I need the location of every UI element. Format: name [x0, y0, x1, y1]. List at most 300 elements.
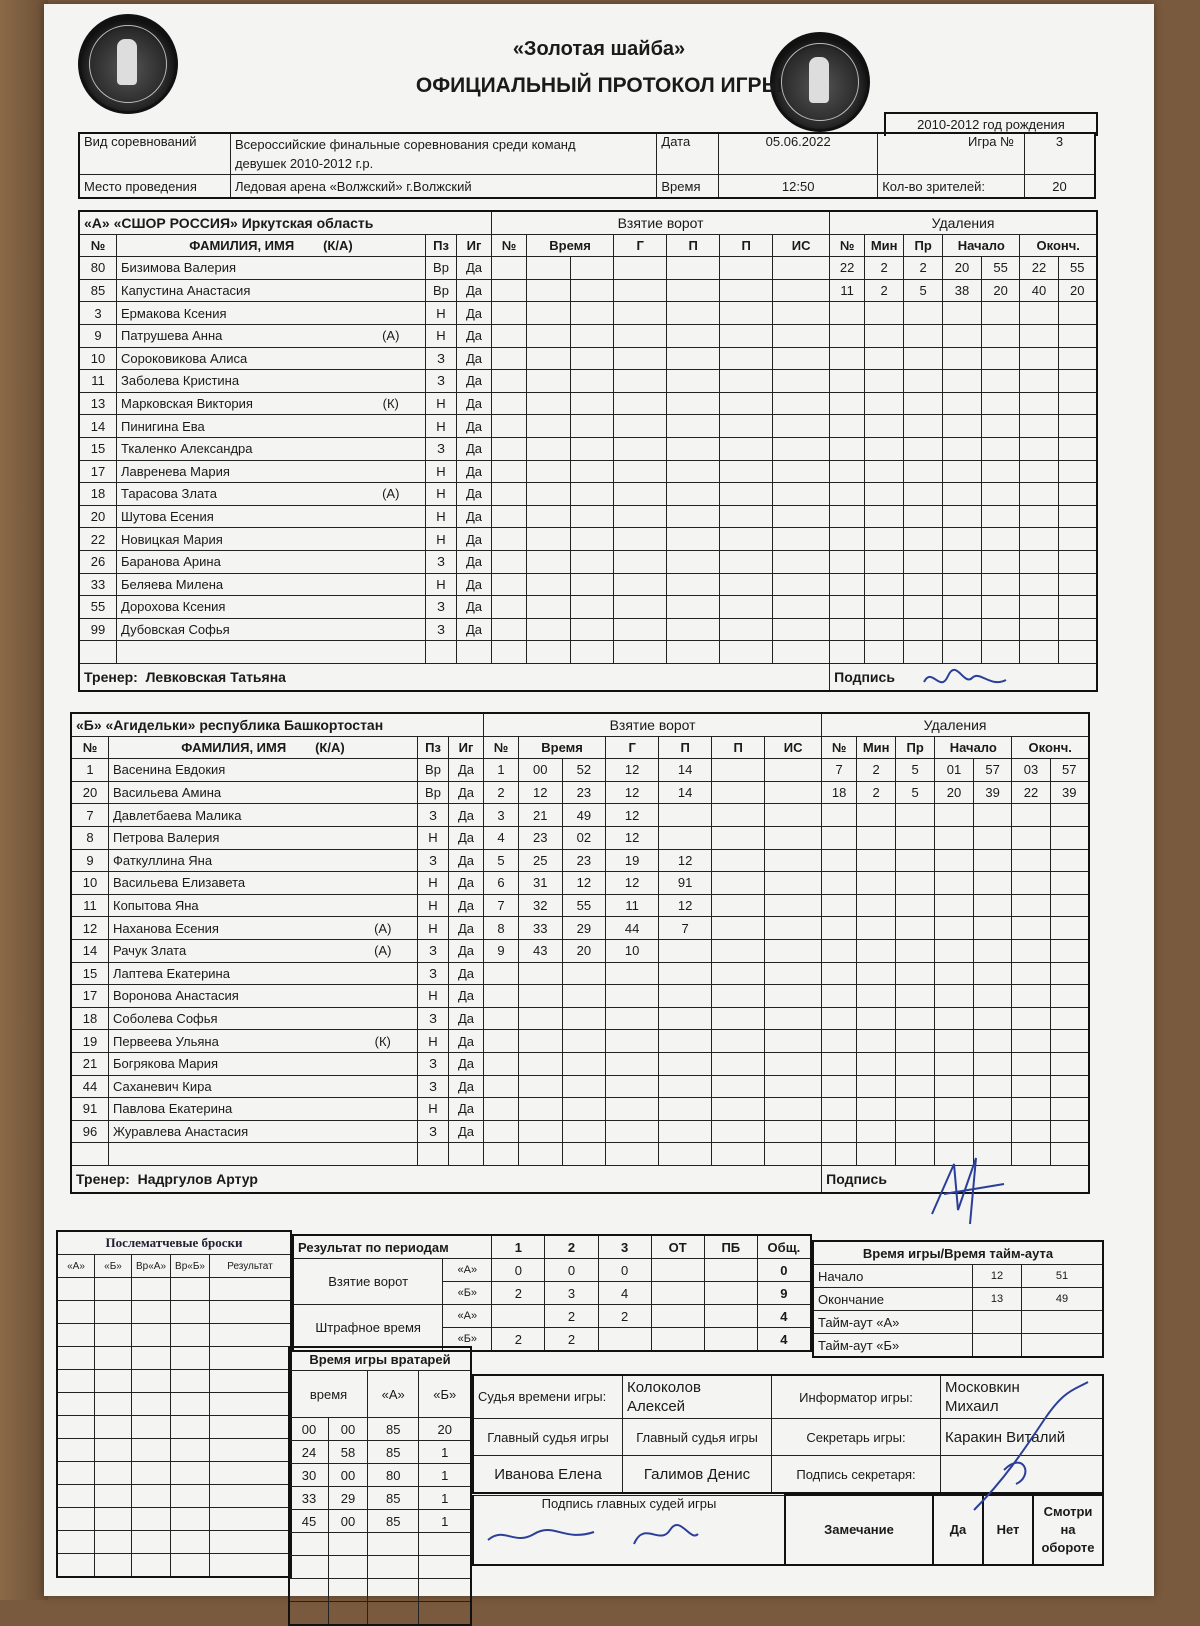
- secretary-signature: [964, 1380, 1104, 1520]
- shootout-row: [57, 1324, 291, 1347]
- penalty-minutes: 2: [865, 279, 904, 302]
- player-plays: Да: [449, 1007, 484, 1030]
- period-team-tag: «А»: [443, 1305, 492, 1328]
- start-hour: 12: [973, 1265, 1022, 1288]
- end-minute: 49: [1022, 1288, 1104, 1311]
- player-plays: Да: [457, 324, 492, 347]
- team-a-row: [79, 324, 1097, 347]
- team-b-row: [71, 962, 1089, 985]
- player-role: [357, 437, 426, 460]
- period-team-tag: «Б»: [443, 1282, 492, 1305]
- col-plays: Иг: [449, 736, 484, 759]
- timeout-a-label: Тайм-аут «А»: [813, 1311, 973, 1334]
- period-value: 0: [545, 1259, 598, 1282]
- goalie-col-time: время: [289, 1371, 368, 1418]
- col-pen-num: №: [830, 234, 865, 257]
- team-b-row: [71, 1075, 1089, 1098]
- player-name: Первеева Ульяна: [109, 1030, 349, 1053]
- col-pen-pr: Пр: [904, 234, 943, 257]
- goalie-row: [289, 1487, 471, 1510]
- period-value: [704, 1328, 757, 1352]
- col-pos: Пз: [426, 234, 457, 257]
- player-role: [349, 872, 418, 895]
- penalty-start-min: 20: [935, 781, 974, 804]
- player-plays: Да: [449, 826, 484, 849]
- player-plays: Да: [457, 528, 492, 551]
- team-a-penalties-title: Удаления: [830, 211, 1097, 234]
- periods-table: [292, 1234, 812, 1352]
- player-number: 15: [79, 437, 117, 460]
- period-value: 2: [492, 1328, 545, 1352]
- penalty-start-sec: 57: [973, 759, 1012, 782]
- col-goal-is: ИС: [773, 234, 830, 257]
- player-plays: Да: [449, 985, 484, 1008]
- player-role: [357, 596, 426, 619]
- player-plays: Да: [449, 759, 484, 782]
- player-name: Ткаленко Александра: [117, 437, 357, 460]
- player-number: 44: [71, 1075, 109, 1098]
- team-a-row: [79, 415, 1097, 438]
- penalty-player: 22: [830, 257, 865, 280]
- birth-years: 2010-2012 год рождения: [884, 112, 1098, 136]
- goal-number: 1: [484, 759, 519, 782]
- goal-number: 5: [484, 849, 519, 872]
- col-goal-time: Время: [527, 234, 614, 257]
- player-name: Рачук Злата: [109, 939, 349, 962]
- penalty-minutes: 2: [857, 781, 896, 804]
- player-role: [349, 826, 418, 849]
- penalty-end-min: 03: [1012, 759, 1050, 782]
- team-a-row: [79, 483, 1097, 506]
- player-role: (А): [349, 939, 418, 962]
- team-a-row: [79, 370, 1097, 393]
- player-position: Н: [418, 917, 449, 940]
- player-number: 17: [71, 985, 109, 1008]
- goalie-minute: 24: [289, 1441, 329, 1464]
- see-back-note: Смотри на обороте: [1033, 1495, 1103, 1565]
- goal-assist-2: [712, 917, 765, 940]
- player-position: Н: [418, 894, 449, 917]
- shootout-row: [57, 1531, 291, 1554]
- player-plays: Да: [457, 618, 492, 641]
- player-name: Сороковикова Алиса: [117, 347, 357, 370]
- player-position: Н: [426, 302, 457, 325]
- shootout-col-result: Результат: [209, 1255, 291, 1278]
- goal-assist-1: 7: [659, 917, 712, 940]
- penalty-start-sec: 55: [981, 257, 1020, 280]
- player-number: 14: [71, 939, 109, 962]
- period-pb-header: ПБ: [704, 1235, 757, 1259]
- period-team-tag: «Б»: [443, 1328, 492, 1352]
- team-b-row: [71, 985, 1089, 1008]
- player-role: [349, 962, 418, 985]
- period-value: 4: [757, 1305, 811, 1328]
- goalie-second: 29: [329, 1487, 368, 1510]
- player-position: Н: [418, 826, 449, 849]
- remark-yes: Да: [933, 1495, 983, 1565]
- player-position: З: [418, 962, 449, 985]
- team-a-row: [79, 528, 1097, 551]
- shootout-col-gk-b: Вр«Б»: [171, 1255, 210, 1278]
- title-top: «Золотая шайба»: [512, 38, 686, 60]
- team-a-row: [79, 392, 1097, 415]
- goal-second: 23: [562, 849, 606, 872]
- shootout-col-gk-a: Вр«А»: [132, 1255, 171, 1278]
- player-position: З: [426, 550, 457, 573]
- chief-judge-1: Иванова Елена: [473, 1456, 623, 1494]
- player-number: 26: [79, 550, 117, 573]
- col-pen-num: №: [822, 736, 857, 759]
- period-value: [704, 1305, 757, 1328]
- shootout-row: [57, 1347, 291, 1370]
- col-pen-start: Начало: [935, 736, 1012, 759]
- chief-judge-label-1: Главный судья игры: [473, 1419, 623, 1456]
- player-number: 91: [71, 1098, 109, 1121]
- penalty-minutes: 2: [865, 257, 904, 280]
- end-hour: 13: [973, 1288, 1022, 1311]
- shootout-col-a: «А»: [57, 1255, 95, 1278]
- period-value: 0: [492, 1259, 545, 1282]
- goal-assist-1: 91: [659, 872, 712, 895]
- player-number: 33: [79, 573, 117, 596]
- player-position: З: [426, 370, 457, 393]
- goal-scorer: 12: [606, 759, 659, 782]
- coach-a-signature: [920, 664, 1010, 694]
- chief-judge-label-2: Главный судья игры: [623, 1419, 772, 1456]
- period-value: 3: [545, 1282, 598, 1305]
- player-plays: Да: [449, 917, 484, 940]
- goal-scorer: 12: [606, 826, 659, 849]
- penalty-player: 7: [822, 759, 857, 782]
- period-1-header: 1: [492, 1235, 545, 1259]
- col-goal-g: Г: [606, 736, 659, 759]
- shootout-row: [57, 1278, 291, 1301]
- team-b-sign-label: Подпись: [822, 1165, 1089, 1193]
- player-plays: Да: [457, 415, 492, 438]
- game-label: Игра №: [878, 133, 1025, 175]
- player-role: [357, 415, 426, 438]
- player-number: 55: [79, 596, 117, 619]
- player-position: З: [418, 1007, 449, 1030]
- goal-situation: [765, 894, 822, 917]
- secretary-sign-label: Подпись секретаря:: [772, 1456, 941, 1494]
- penalty-end-sec: 57: [1050, 759, 1089, 782]
- team-a-row: [79, 573, 1097, 596]
- goal-assist-2: [712, 759, 765, 782]
- player-role: (А): [349, 917, 418, 940]
- goalie-minute: 30: [289, 1464, 329, 1487]
- player-position: Н: [418, 872, 449, 895]
- goal-number: 3: [484, 804, 519, 827]
- team-a-row: [79, 641, 1097, 664]
- team-b-title: «Б» «Агидельки» республика Башкортостан: [71, 713, 484, 736]
- shootout-row: [57, 1439, 291, 1462]
- goalie-a: 85: [368, 1441, 419, 1464]
- goal-assist-2: [712, 872, 765, 895]
- player-position: З: [418, 849, 449, 872]
- secretary-value: Каракин Виталий: [941, 1419, 1104, 1456]
- player-name: Баранова Арина: [117, 550, 357, 573]
- player-position: Н: [418, 1098, 449, 1121]
- player-position: З: [426, 347, 457, 370]
- player-name: Ермакова Ксения: [117, 302, 357, 325]
- player-plays: Да: [449, 1030, 484, 1053]
- player-name: Петрова Валерия: [109, 826, 349, 849]
- col-goal-p2: П: [720, 234, 773, 257]
- team-b-row: [71, 759, 1089, 782]
- game-time-table: [812, 1240, 1104, 1358]
- team-a-row: [79, 550, 1097, 573]
- player-plays: Да: [449, 1052, 484, 1075]
- period-value: [704, 1282, 757, 1305]
- spectators-label: Кол-во зрителей:: [878, 175, 1025, 199]
- col-num: №: [79, 234, 117, 257]
- team-b-row: [71, 872, 1089, 895]
- player-number: 18: [79, 483, 117, 506]
- goalie-col-a: «А»: [368, 1371, 419, 1418]
- goal-minute: 25: [519, 849, 563, 872]
- player-name: Дубовская Софья: [117, 618, 357, 641]
- player-name: Пинигина Ева: [117, 415, 357, 438]
- goalie-a: 85: [368, 1487, 419, 1510]
- team-a-row: [79, 437, 1097, 460]
- player-role: [349, 1075, 418, 1098]
- goal-situation: [765, 804, 822, 827]
- player-number: 80: [79, 257, 117, 280]
- player-name: Беляева Милена: [117, 573, 357, 596]
- penalty-reason: 5: [896, 781, 935, 804]
- goal-minute: 00: [519, 759, 563, 782]
- venue-label: Место проведения: [79, 175, 230, 199]
- player-position: Вр: [426, 257, 457, 280]
- timekeeper-label: Судья времени игры:: [473, 1375, 623, 1419]
- team-b-penalties-title: Удаления: [822, 713, 1089, 736]
- player-role: [357, 370, 426, 393]
- goalie-second: 00: [329, 1510, 368, 1533]
- goal-scorer: 12: [606, 872, 659, 895]
- col-goal-num: №: [484, 736, 519, 759]
- goal-assist-2: [712, 939, 765, 962]
- team-b-row: [71, 894, 1089, 917]
- goal-assist-1: [659, 939, 712, 962]
- goalie-row: [289, 1579, 471, 1602]
- goalie-second: 00: [329, 1418, 368, 1441]
- goal-situation: [765, 781, 822, 804]
- team-b-row: [71, 781, 1089, 804]
- player-position: Н: [418, 985, 449, 1008]
- col-goal-is: ИС: [765, 736, 822, 759]
- player-number: 7: [71, 804, 109, 827]
- goal-assist-2: [712, 826, 765, 849]
- player-position: З: [418, 804, 449, 827]
- goal-scorer: 10: [606, 939, 659, 962]
- goal-assist-2: [712, 804, 765, 827]
- player-role: (А): [357, 324, 426, 347]
- penalty-end-min: 22: [1020, 257, 1058, 280]
- penalty-start-min: 38: [943, 279, 982, 302]
- team-a-row: [79, 460, 1097, 483]
- player-role: [349, 894, 418, 917]
- player-number: 9: [79, 324, 117, 347]
- player-name: Новицкая Мария: [117, 528, 357, 551]
- player-name: Патрушева Анна: [117, 324, 357, 347]
- shootout-title: Послематчевые броски: [57, 1231, 291, 1255]
- goalie-a: 85: [368, 1418, 419, 1441]
- period-value: [704, 1259, 757, 1282]
- player-number: 3: [79, 302, 117, 325]
- informer-value: Московкин Михаил: [941, 1375, 1104, 1419]
- team-b-goals-title: Взятие ворот: [484, 713, 822, 736]
- goalie-minute: 33: [289, 1487, 329, 1510]
- player-name: Капустина Анастасия: [117, 279, 357, 302]
- period-value: 0: [598, 1259, 651, 1282]
- player-position: Н: [426, 415, 457, 438]
- goalie-a: 85: [368, 1510, 419, 1533]
- goalie-row: [289, 1533, 471, 1556]
- goalie-row: [289, 1556, 471, 1579]
- player-role: [349, 1007, 418, 1030]
- shootout-row: [57, 1416, 291, 1439]
- start-label: Начало: [813, 1265, 973, 1288]
- shootout-row: [57, 1301, 291, 1324]
- goalie-minute: 00: [289, 1418, 329, 1441]
- period-value: 2: [598, 1305, 651, 1328]
- goalie-row: [289, 1464, 471, 1487]
- desk-background: [0, 0, 48, 1600]
- period-value: 2: [492, 1282, 545, 1305]
- col-goal-p1: П: [667, 234, 720, 257]
- title-main: ОФИЦИАЛЬНЫЙ ПРОТОКОЛ ИГРЫ: [415, 74, 783, 97]
- player-plays: Да: [457, 483, 492, 506]
- player-number: 19: [71, 1030, 109, 1053]
- player-number: 1: [71, 759, 109, 782]
- player-role: [349, 1120, 418, 1143]
- player-plays: Да: [449, 1120, 484, 1143]
- competition-label: Вид соревнований: [79, 133, 230, 175]
- team-a-row: [79, 279, 1097, 302]
- chief-judge-2: Галимов Денис: [623, 1456, 772, 1494]
- goal-minute: 21: [519, 804, 563, 827]
- player-position: Вр: [418, 781, 449, 804]
- goal-assist-1: 12: [659, 849, 712, 872]
- goal-number: 9: [484, 939, 519, 962]
- goal-situation: [765, 872, 822, 895]
- period-team-tag: «А»: [443, 1259, 492, 1282]
- penalty-end-sec: 55: [1058, 257, 1097, 280]
- col-pen-pr: Пр: [896, 736, 935, 759]
- col-name: ФАМИЛИЯ, ИМЯ (К/А): [109, 736, 418, 759]
- col-pen-min: Мин: [857, 736, 896, 759]
- goal-second: 55: [562, 894, 606, 917]
- player-name: Соболева Софья: [109, 1007, 349, 1030]
- goalie-row: [289, 1510, 471, 1533]
- player-number: 99: [79, 618, 117, 641]
- shootout-row: [57, 1393, 291, 1416]
- player-number: 96: [71, 1120, 109, 1143]
- player-number: 14: [79, 415, 117, 438]
- player-plays: Да: [449, 849, 484, 872]
- competition-value: Всероссийские финальные соревнования среди команд девушек 2010-2012 г.р.: [230, 133, 656, 175]
- goal-second: 29: [562, 917, 606, 940]
- goal-assist-1: 14: [659, 759, 712, 782]
- penalty-reason: 2: [904, 257, 943, 280]
- player-name: Васильева Амина: [109, 781, 349, 804]
- goal-second: 12: [562, 872, 606, 895]
- player-role: [357, 528, 426, 551]
- player-number: 21: [71, 1052, 109, 1075]
- player-position: Н: [426, 392, 457, 415]
- player-plays: Да: [449, 872, 484, 895]
- chief-judges-signatures: [484, 1516, 704, 1556]
- player-position: З: [426, 596, 457, 619]
- player-number: 10: [79, 347, 117, 370]
- player-position: Н: [426, 324, 457, 347]
- player-role: [349, 985, 418, 1008]
- col-pen-start: Начало: [943, 234, 1020, 257]
- team-b-table: [70, 712, 1090, 1194]
- team-b-row: [71, 1007, 1089, 1030]
- shootout-row: [57, 1462, 291, 1485]
- time-value: 12:50: [719, 175, 878, 199]
- player-name: Копытова Яна: [109, 894, 349, 917]
- chief-sign-label: Подпись главных судей игры: [473, 1495, 785, 1565]
- goalie-a: 80: [368, 1464, 419, 1487]
- goalie-second: 00: [329, 1464, 368, 1487]
- player-position: Н: [426, 573, 457, 596]
- penalty-end-sec: 20: [1058, 279, 1097, 302]
- goal-second: 02: [562, 826, 606, 849]
- period-value: 2: [545, 1305, 598, 1328]
- player-number: 85: [79, 279, 117, 302]
- goal-assist-1: 12: [659, 894, 712, 917]
- team-b-coach: Тренер: Надргулов Артур: [71, 1165, 822, 1193]
- goal-number: 6: [484, 872, 519, 895]
- goal-assist-2: [712, 849, 765, 872]
- player-name: Бизимова Валерия: [117, 257, 357, 280]
- team-b-row: [71, 1098, 1089, 1121]
- team-b-row: [71, 939, 1089, 962]
- player-role: [357, 618, 426, 641]
- penalty-start-sec: 39: [973, 781, 1012, 804]
- penalty-start-min: 20: [943, 257, 982, 280]
- player-plays: Да: [449, 894, 484, 917]
- goal-minute: 33: [519, 917, 563, 940]
- team-b-row: [71, 1120, 1089, 1143]
- team-b-row: [71, 1052, 1089, 1075]
- player-plays: Да: [449, 1075, 484, 1098]
- player-plays: Да: [457, 257, 492, 280]
- player-role: [357, 505, 426, 528]
- goal-assist-1: [659, 804, 712, 827]
- player-position: Н: [418, 1030, 449, 1053]
- player-role: [349, 804, 418, 827]
- player-plays: Да: [449, 804, 484, 827]
- period-value: [651, 1282, 704, 1305]
- player-name: Лавренева Мария: [117, 460, 357, 483]
- shootout-row: [57, 1554, 291, 1578]
- player-position: Н: [426, 528, 457, 551]
- goalie-row: [289, 1602, 471, 1626]
- period-value: [651, 1259, 704, 1282]
- player-position: З: [418, 1120, 449, 1143]
- goalie-col-b: «Б»: [419, 1371, 471, 1418]
- goal-minute: 23: [519, 826, 563, 849]
- team-b-row: [71, 917, 1089, 940]
- col-pen-min: Мин: [865, 234, 904, 257]
- player-name: Журавлева Анастасия: [109, 1120, 349, 1143]
- player-name: Тарасова Злата: [117, 483, 357, 506]
- col-goal-time: Время: [519, 736, 606, 759]
